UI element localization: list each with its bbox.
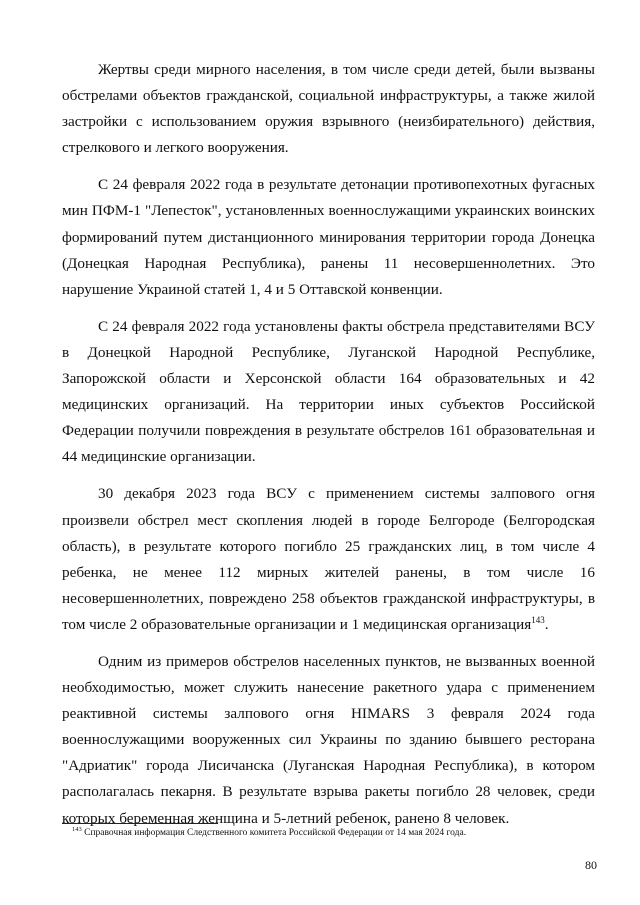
paragraph-3: С 24 февраля 2022 года установлены факты обстрела представителями ВСУ в Донецкой Народной Республике, Луганской Народной Республике, Запорожской области и Херсонской области 164 образовательных и 42 медицинских организаций. На территории иных субъектов Российской Федерации получили повреждения в результате обстрелов 161 образовательная и 44 медицинские организации. [62, 317, 595, 466]
paragraph-5: Одним из примеров обстрелов населенных пунктов, не вызванных военной необходимостью, может служить нанесение ракетного удара с применением реактивной системы залпового огня HIMARS 3 февраля 2024 года военнослужащими вооруженных сил Украины по зданию бывшего ресторана "Адриатик" города Лисичанска (Луганская Народная Республика), в котором располагалась пекарня. В результате взрыва ракеты погибло 28 человек, среди которых беременная женщина и 5-летний ребенок, ранено 8 человек. [62, 652, 595, 827]
footnote-reference[interactable]: 143 [531, 614, 545, 625]
footnote [72, 827, 595, 840]
paragraph-4-text: 30 декабря 2023 года ВСУ с применением системы залпового огня произвели обстрел мест скопления людей в городе Белгороде (Белгородская область), в результате которого погибло 25 гражданских лиц, в том числе 4 ребенка, не менее 112 мирных жителей ранены, в том числе 16 несовершеннолетних, повреждено 258 объектов гражданской инфраструктуры, в том числе 2 образовательные организации и 1 медицинская организация [62, 485, 595, 633]
paragraph-1: Жертвы среди мирного населения, в том числе среди детей, были вызваны обстрелами объектов гражданской, социальной инфраструктуры, а также жилой застройки с использованием оружия взрывного (неизбирательного) действия, стрелкового и легкого вооружения. [62, 61, 595, 157]
body-text [62, 57, 595, 843]
footnote-text: Справочная информация Следственного комитета Российской Федерации от 14 мая 2024 года. [81, 828, 467, 838]
page-number: 80 [585, 858, 597, 872]
paragraph-2: С 24 февраля 2022 года в результате детонации противопехотных фугасных мин ПФМ-1 "Лепесток", установленных военнослужащими украинских воинских формирований путем дистанционного минирования территории города Донецка (Донецкая Народная Республика), ранены 11 несовершеннолетних. Это нарушение Украиной статей 1, 4 и 5 Оттавской конвенции. [62, 176, 595, 298]
paragraph-4 [62, 481, 595, 638]
paragraph-4-end: . [544, 615, 549, 633]
footnote-number: 143 [72, 825, 82, 833]
footnote-divider [62, 823, 218, 824]
